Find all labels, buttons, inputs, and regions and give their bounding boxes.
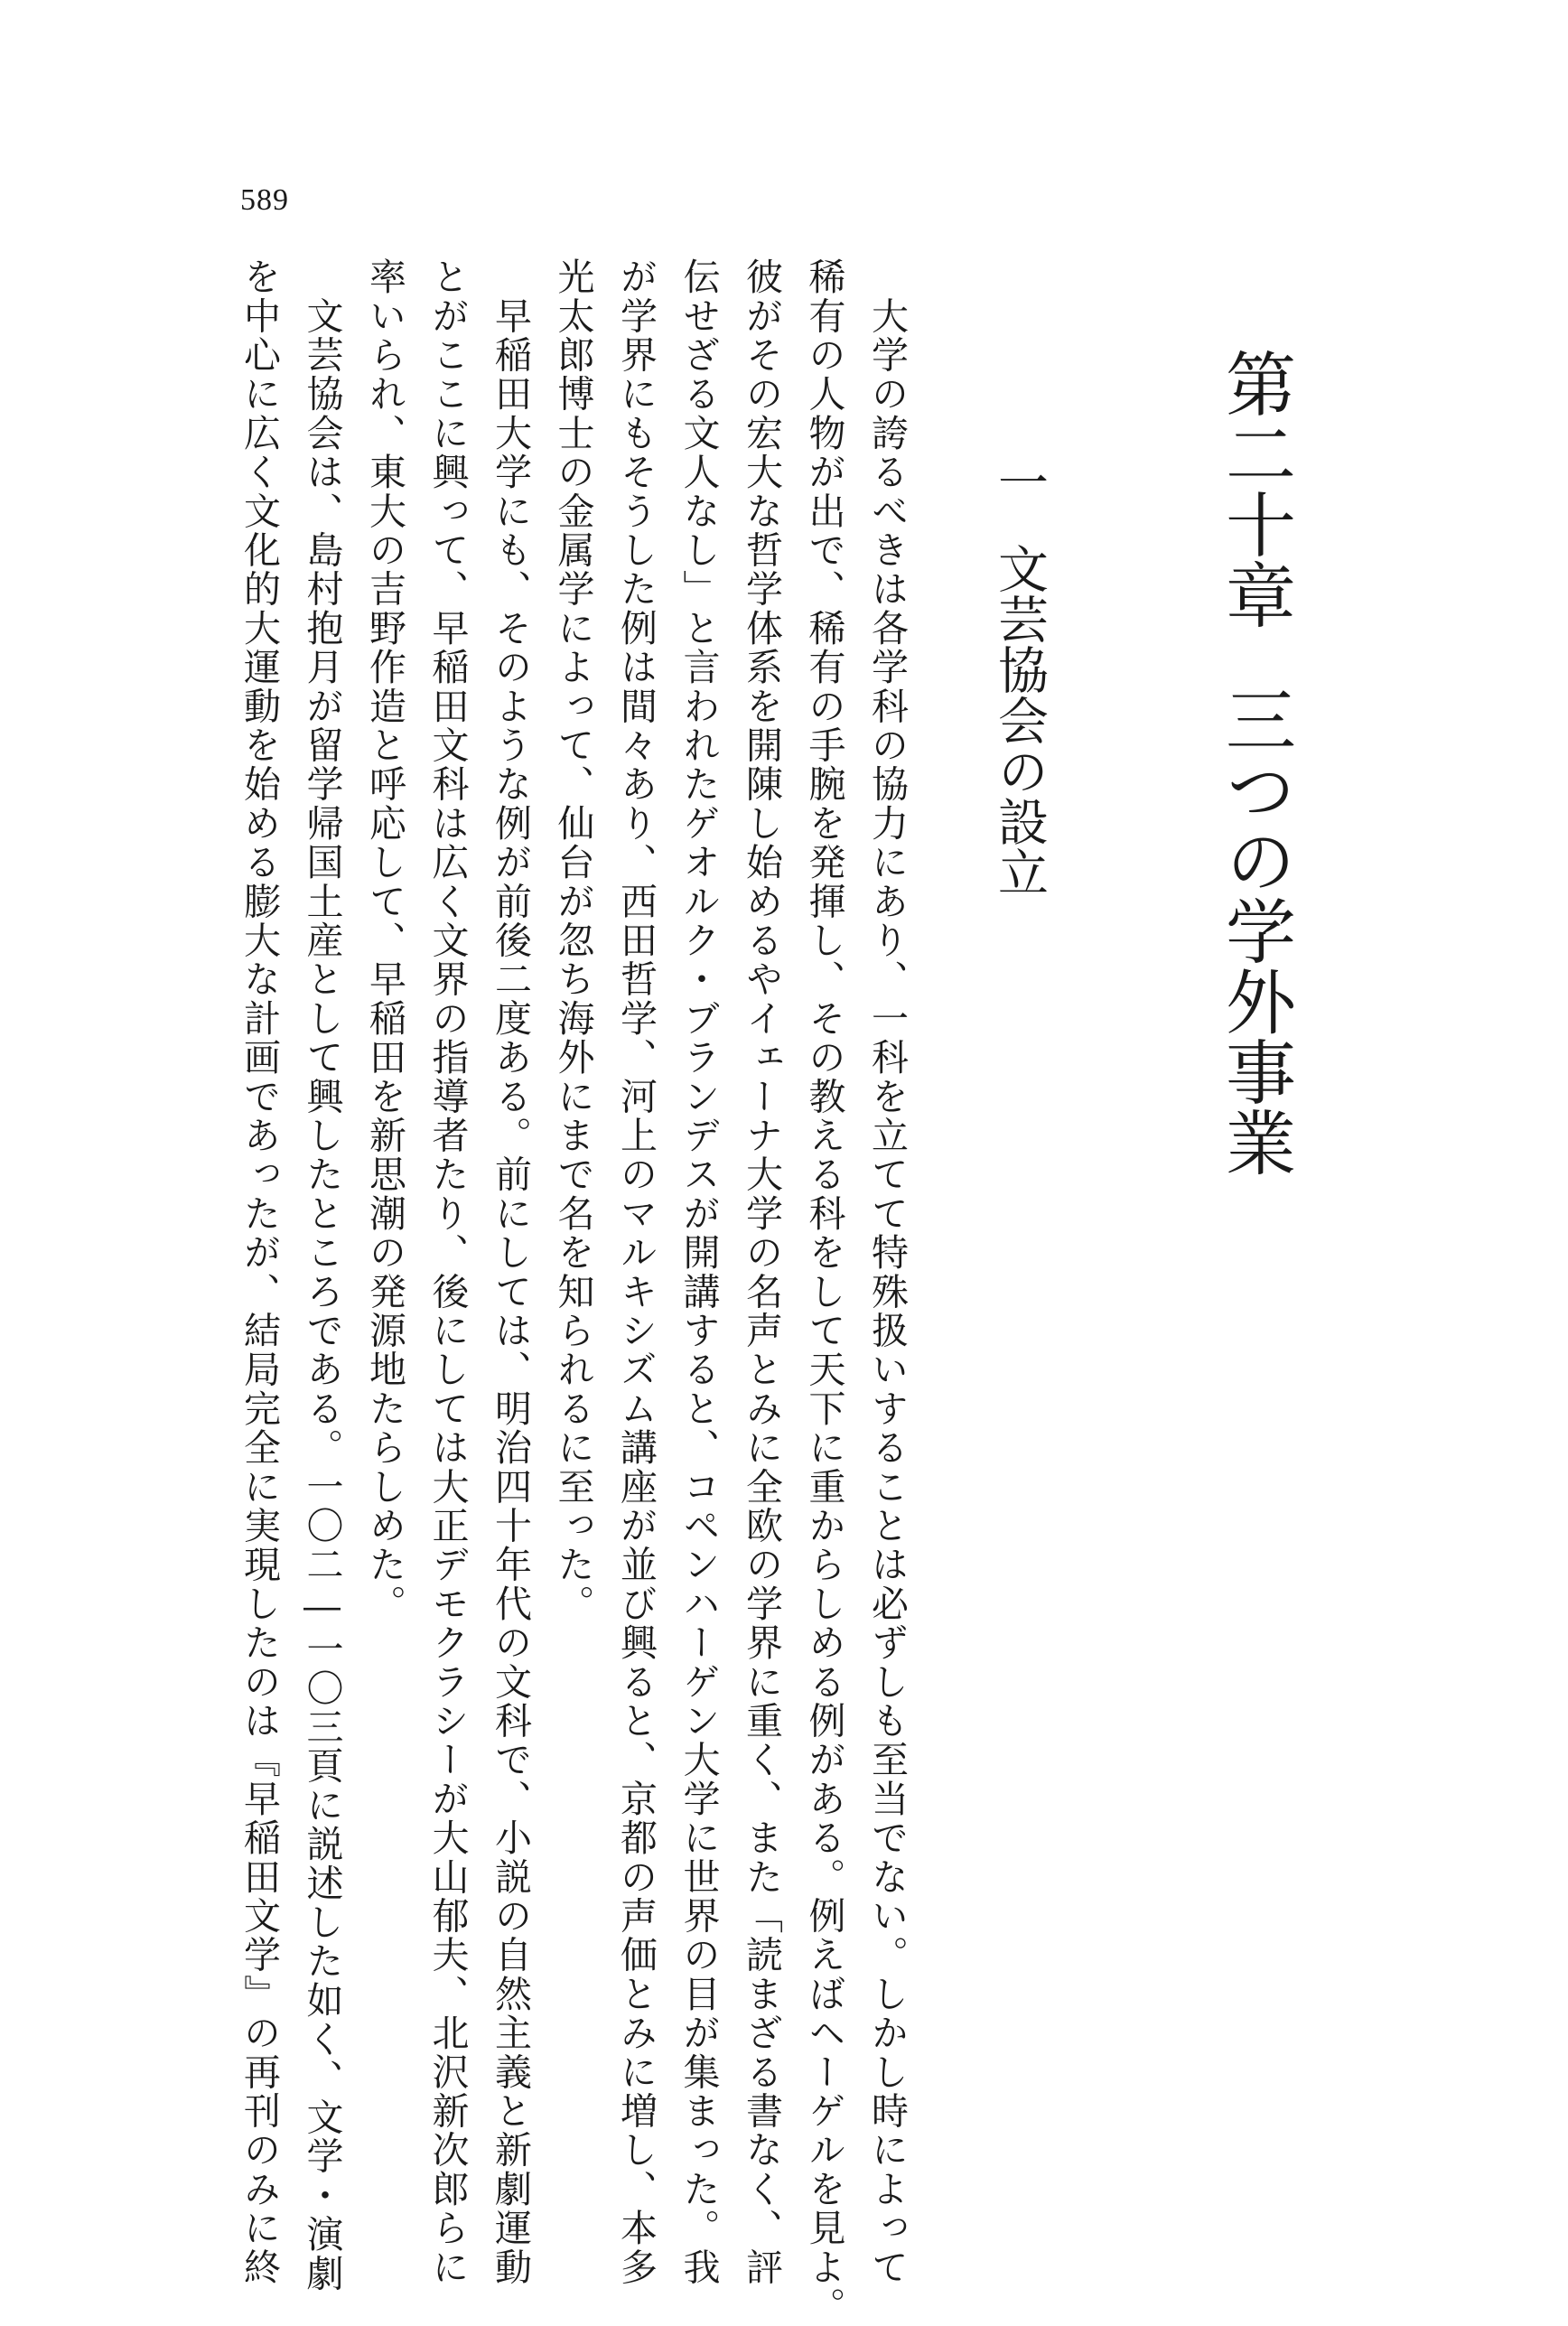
body-line: 早稲田大学にも、そのような例が前後二度ある。前にしては、明治四十年代の文科で、小説の自然主義と新劇運動 [489,257,532,2287]
page-number: 589 [240,183,289,217]
section-title: 文芸協会の設立 [990,543,1049,897]
body-line: 彼がその宏大な哲学体系を開陳し始めるやイェーナ大学の名声とみに全欧の学界に重く、また「読まざる書なく、評 [740,257,783,2287]
section-number: 一 [990,456,1049,507]
chapter-title: 三つの学外事業 [1214,684,1295,1177]
body-line: 稀有の人物が出で、稀有の手腕を発揮し、その教える科をして天下に重からしめる例がある。例えばヘーゲルを見よ。 [802,257,846,2326]
body-line: 光太郎博士の金属学によって、仙台が忽ち海外にまで名を知られるに至った。 [551,257,595,1623]
body-line: とがここに興って、早稲田文科は広く文界の指導者たり、後にしては大正デモクラシーが大山郁夫、北沢新次郎らに [425,257,470,2287]
body-line: が学界にもそうした例は間々あり、西田哲学、河上のマルキシズム講座が並び興ると、京都の声価とみに増し、本多 [614,257,658,2287]
body-line: 率いられ、東大の吉野作造と呼応して、早稲田を新思潮の発源地たらしめた。 [363,257,406,1623]
body-line: 文芸協会は、島村抱月が留学帰国土産として興したところである。一〇二―一〇三頁に説述した如く、文学・演劇 [300,257,344,2293]
body-text [228,257,919,2326]
body-text-block [14,257,918,2326]
section-heading [990,456,1049,897]
chapter-number: 第二十章 [1214,348,1295,630]
body-line: を中心に広く文化的大運動を始める膨大な計画であったが、結局完全に実現したのは『早稲田文学』の再刊のみに終 [238,257,281,2287]
body-line: 大学の誇るべきは各学科の協力にあり、一科を立てて特殊扱いすることは必ずしも至当でない。しかし時によって [865,257,909,2287]
chapter-heading [1214,348,1295,1177]
body-line: 伝せざる文人なし」と言われたゲオルク・ブランデスが開講すると、コペンハーゲン大学に世界の目が集まった。我 [677,257,721,2287]
